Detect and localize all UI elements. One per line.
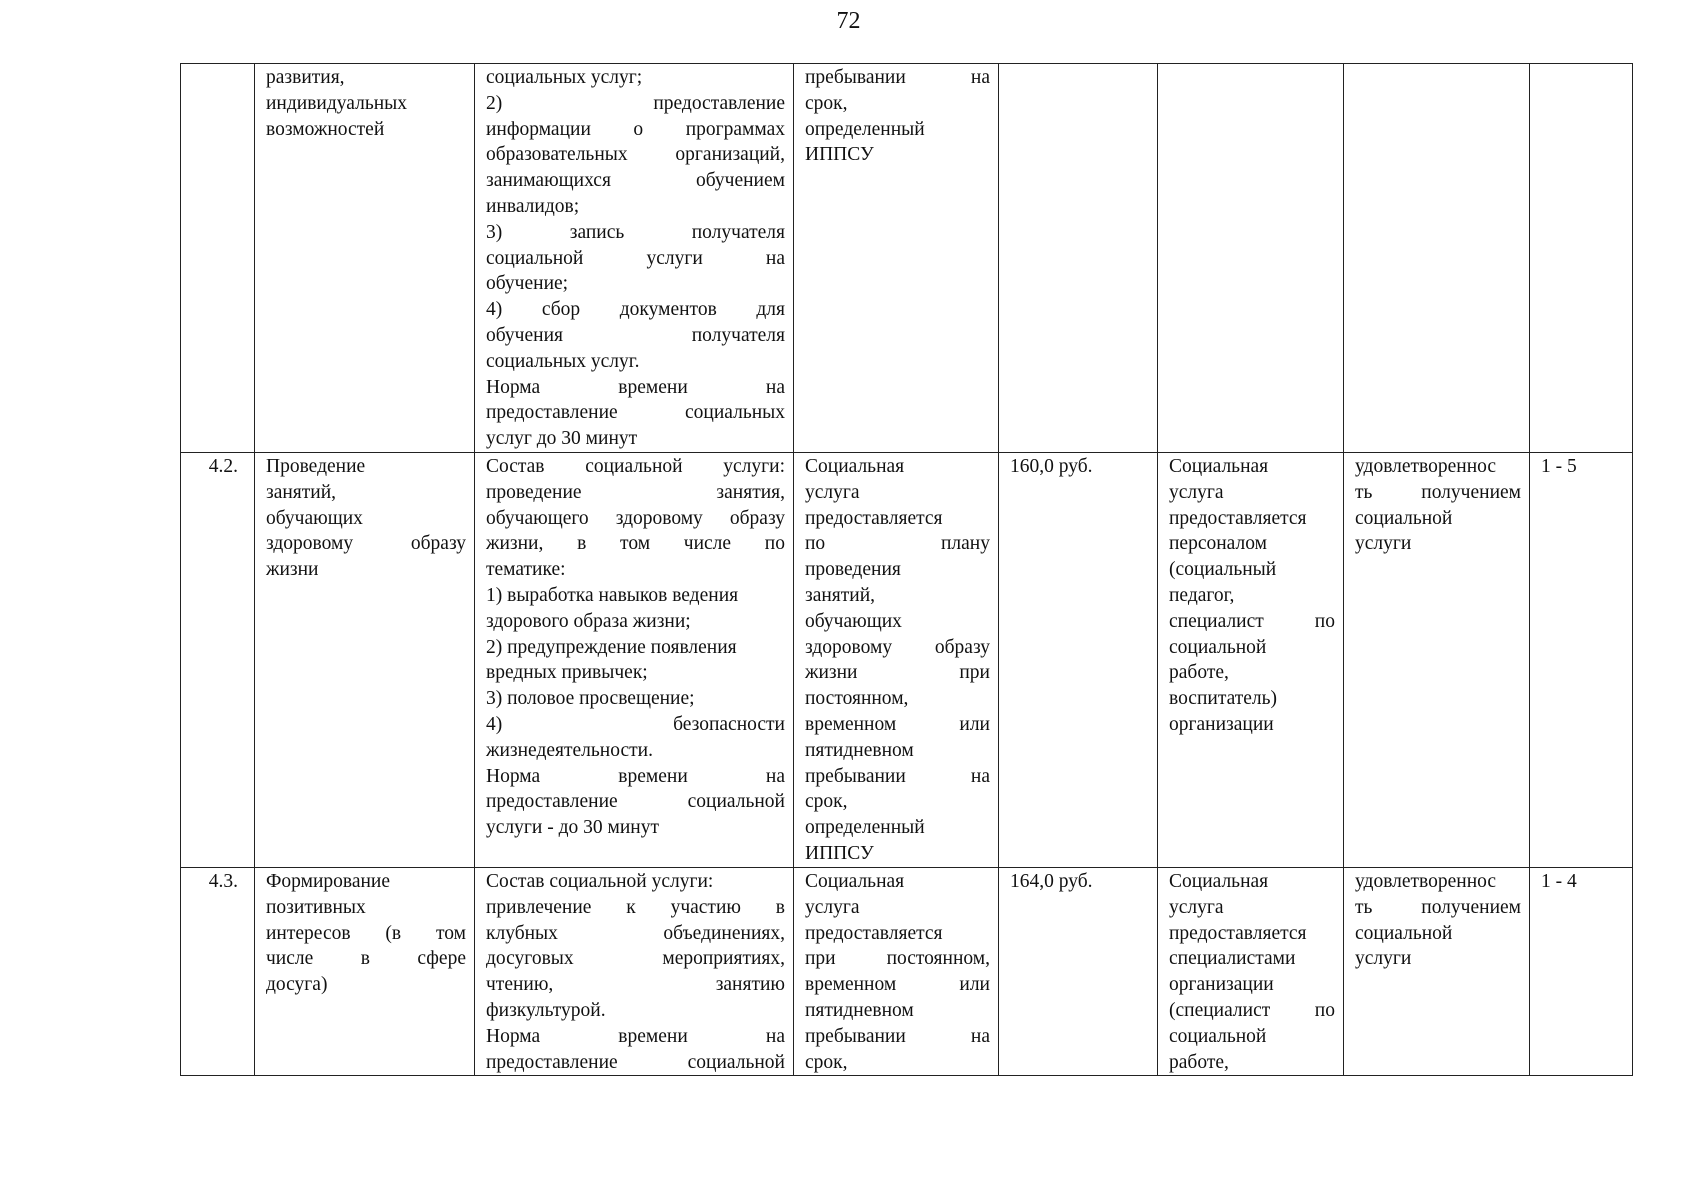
cell-text-line: социальной — [1169, 636, 1267, 658]
cell-text-line: Состав социальной услуги: — [486, 456, 785, 477]
cell-text-line: социальных услуг. — [486, 350, 640, 372]
cell-text-line: досуга) — [266, 974, 328, 996]
cell-text-line: жизни — [266, 559, 319, 581]
cell-service-content — [475, 64, 794, 453]
cell-text-line: чтению, занятию — [486, 974, 785, 996]
cell-service-name — [255, 64, 475, 453]
cell-text-line: пребывании на — [805, 67, 990, 88]
cell-text-line: услуга — [1169, 481, 1224, 503]
cell-text-line: проведения — [805, 559, 901, 581]
cell-text-line: Социальная — [1169, 456, 1269, 477]
cell-text-line: привлечение к участию в — [486, 896, 785, 918]
cell-text-line: Социальная — [805, 456, 905, 477]
cell-text-line: постоянном, — [805, 688, 909, 710]
cell-text-line: пребывании на — [805, 1025, 990, 1047]
cell-text-line: временном или — [805, 974, 990, 996]
cell-text-line: при постоянном, — [805, 948, 990, 970]
table-row — [181, 868, 1633, 1076]
cell-text-line: услуги — [1355, 948, 1412, 970]
cell-score: 1 - 4 — [1530, 868, 1633, 1076]
cell-text-line: жизни, в том числе по — [486, 533, 785, 555]
cell-text-line: обучение; — [486, 273, 569, 295]
cell-number: 4.2. — [181, 453, 255, 868]
cell-text-line: здоровому образу — [266, 533, 466, 555]
cell-text-line: педагог, — [1169, 584, 1235, 606]
cell-text-line: по плану — [805, 533, 990, 555]
cell-number: 4.3. — [181, 868, 255, 1076]
cell-text-line: удовлетвореннос — [1355, 871, 1497, 892]
cell-text-line: социальной — [1169, 1025, 1267, 1047]
cell-quality — [1344, 453, 1530, 868]
cell-text-line: организации — [1169, 713, 1274, 735]
cell-text-line: срок, — [805, 1051, 848, 1073]
cell-text-line: специалист по — [1169, 610, 1335, 632]
cell-service-name — [255, 868, 475, 1076]
cell-text-line: занимающихся обучением — [486, 170, 785, 192]
cell-text-line: Норма времени на — [486, 1025, 785, 1047]
cell-text-line: 3) запись получателя — [486, 221, 785, 243]
cell-provider — [1158, 453, 1344, 868]
cell-text-line: социальной — [1355, 507, 1453, 529]
cell-quality — [1344, 868, 1530, 1076]
cell-text-line: 4) безопасности — [486, 713, 785, 735]
cell-price — [999, 64, 1158, 453]
cell-text-line: Социальная — [1169, 871, 1269, 892]
cell-text-line: числе в сфере — [266, 948, 466, 970]
cell-text-line: временном или — [805, 713, 990, 735]
cell-text-line: инвалидов; — [486, 195, 580, 217]
cell-text-line: работе, — [1169, 1051, 1229, 1073]
cell-text-line: занятий, — [266, 481, 337, 503]
cell-text-line: услуга — [805, 481, 860, 503]
cell-text-line: предоставление социальных — [486, 402, 785, 424]
cell-text-line: предоставляется — [805, 922, 943, 944]
cell-text-line: проведение занятия, — [486, 481, 785, 503]
cell-score: 1 - 5 — [1530, 453, 1633, 868]
cell-text-line: развития, — [266, 67, 345, 88]
cell-text-line: позитивных — [266, 896, 366, 918]
cell-conditions — [794, 868, 999, 1076]
cell-conditions — [794, 64, 999, 453]
cell-text-line: предоставление социальной — [486, 1051, 785, 1073]
cell-text-line: обучающих — [266, 507, 363, 529]
cell-text-line: определенный — [805, 817, 925, 839]
cell-text-line: ИППСУ — [805, 842, 874, 864]
cell-text-line: услуги - до 30 минут — [486, 817, 659, 839]
cell-service-content — [475, 453, 794, 868]
cell-text-line: 1) выработка навыков ведения — [486, 584, 739, 606]
cell-text-line: индивидуальных — [266, 92, 408, 114]
cell-text-line: воспитатель) — [1169, 688, 1278, 710]
cell-text-line: предоставляется — [1169, 922, 1307, 944]
cell-text-line: услуга — [805, 896, 860, 918]
cell-text-line: досуговых мероприятиях, — [486, 948, 785, 970]
cell-text-line: вредных привычек; — [486, 662, 648, 684]
cell-text-line: здорового образа жизни; — [486, 610, 691, 632]
cell-service-name — [255, 453, 475, 868]
page-number: 72 — [836, 8, 861, 34]
cell-provider — [1158, 868, 1344, 1076]
cell-text-line: удовлетвореннос — [1355, 456, 1497, 477]
cell-text-line: услуга — [1169, 896, 1224, 918]
cell-text-line: Формирование — [266, 871, 391, 892]
cell-text-line: информации о программах — [486, 118, 785, 140]
cell-text-line: жизни при — [805, 662, 990, 684]
cell-text-line: срок, — [805, 791, 848, 813]
cell-text-line: услуг до 30 минут — [486, 428, 638, 450]
cell-text-line: 4) сбор документов для — [486, 299, 785, 321]
cell-text-line: определенный — [805, 118, 925, 140]
table-row — [181, 64, 1633, 453]
cell-provider — [1158, 64, 1344, 453]
cell-text-line: срок, — [805, 92, 848, 114]
cell-conditions — [794, 453, 999, 868]
cell-text-line: клубных объединениях, — [486, 922, 785, 944]
cell-text-line: образовательных организаций, — [486, 144, 785, 166]
cell-text-line: 2) предупреждение появления — [486, 636, 737, 658]
cell-text-line: Норма времени на — [486, 376, 785, 398]
cell-text-line: 2) предоставление — [486, 92, 785, 114]
cell-text-line: предоставляется — [1169, 507, 1307, 529]
cell-price: 164,0 руб. — [999, 868, 1158, 1076]
cell-text-line: социальных услуг; — [486, 67, 643, 88]
cell-text-line: персоналом — [1169, 533, 1267, 555]
cell-text-line: интересов (в том — [266, 922, 466, 944]
cell-text-line: тематике: — [486, 559, 566, 581]
cell-score — [1530, 64, 1633, 453]
cell-text-line: социальной услуги на — [486, 247, 785, 269]
cell-text-line: социальной — [1355, 922, 1453, 944]
cell-text-line: обучающих — [805, 610, 902, 632]
table-row — [181, 453, 1633, 868]
cell-text-line: ть получением — [1355, 481, 1521, 503]
cell-text-line: занятий, — [805, 584, 876, 606]
cell-text-line: жизнедеятельности. — [486, 739, 653, 761]
cell-text-line: работе, — [1169, 662, 1229, 684]
cell-text-line: пятидневном — [805, 999, 914, 1021]
cell-text-line: специалистами — [1169, 948, 1296, 970]
cell-text-line: (социальный — [1169, 559, 1277, 581]
cell-text-line: пребывании на — [805, 765, 990, 787]
cell-text-line: обучения получателя — [486, 324, 785, 346]
services-table — [180, 63, 1633, 1076]
cell-text-line: ИППСУ — [805, 144, 874, 166]
cell-text-line: Состав социальной услуги: — [486, 871, 714, 892]
cell-text-line: обучающего здоровому образу — [486, 507, 785, 529]
cell-text-line: услуги — [1355, 533, 1412, 555]
cell-quality — [1344, 64, 1530, 453]
cell-number — [181, 64, 255, 453]
cell-text-line: 3) половое просвещение; — [486, 688, 695, 710]
cell-text-line: (специалист по — [1169, 999, 1335, 1021]
cell-text-line: предоставление социальной — [486, 791, 785, 813]
cell-text-line: физкультурой. — [486, 999, 606, 1021]
cell-service-content — [475, 868, 794, 1076]
cell-text-line: предоставляется — [805, 507, 943, 529]
cell-text-line: возможностей — [266, 118, 385, 140]
cell-price: 160,0 руб. — [999, 453, 1158, 868]
cell-text-line: Норма времени на — [486, 765, 785, 787]
cell-text-line: Социальная — [805, 871, 905, 892]
cell-text-line: здоровому образу — [805, 636, 990, 658]
cell-text-line: ть получением — [1355, 896, 1521, 918]
cell-text-line: организации — [1169, 974, 1274, 996]
cell-text-line: Проведение — [266, 456, 366, 477]
cell-text-line: пятидневном — [805, 739, 914, 761]
